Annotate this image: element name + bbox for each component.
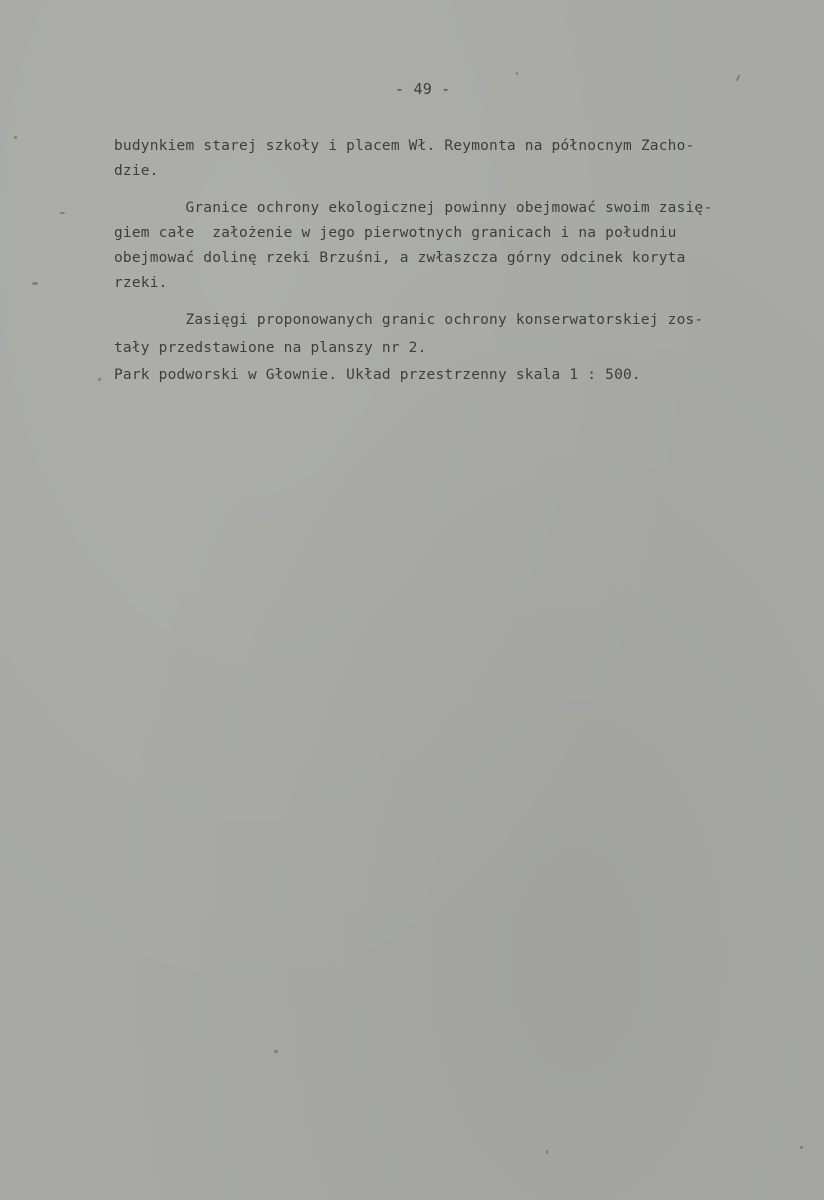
- text-line-1: budynkiem starej szkoły i placem Wł. Reymonta na północnym Zacho-: [114, 138, 695, 154]
- text-line-2: dzie.: [114, 163, 159, 179]
- text-line-3: Granice ochrony ekologicznej powinny obejmować swoim zasię-: [114, 200, 713, 216]
- page-number: - 49 -: [395, 80, 451, 98]
- text-line-4: giem całe założenie w jego pierwotnych granicach i na południu: [114, 225, 677, 241]
- paper-speck: [735, 74, 741, 82]
- text-line-6: rzeki.: [114, 275, 168, 291]
- text-line-7: Zasięgi proponowanych granic ochrony konserwatorskiej zos-: [114, 312, 704, 328]
- text-line-5: obejmować dolinę rzeki Brzuśni, a zwłaszcza górny odcinek koryta: [114, 250, 686, 266]
- paper-speck: [546, 1150, 548, 1154]
- paper-speck: [98, 378, 101, 381]
- paper-speck: [274, 1050, 278, 1053]
- paper-speck: [32, 282, 38, 285]
- paper-speck: [14, 136, 17, 139]
- text-line-8: tały przedstawione na planszy nr 2.: [114, 340, 427, 356]
- paper-speck: [516, 72, 518, 75]
- text-line-9: Park podworski w Głownie. Układ przestrzenny skala 1 : 500.: [114, 367, 641, 383]
- paper-speck: [60, 212, 65, 214]
- paper-speck: [800, 1146, 803, 1149]
